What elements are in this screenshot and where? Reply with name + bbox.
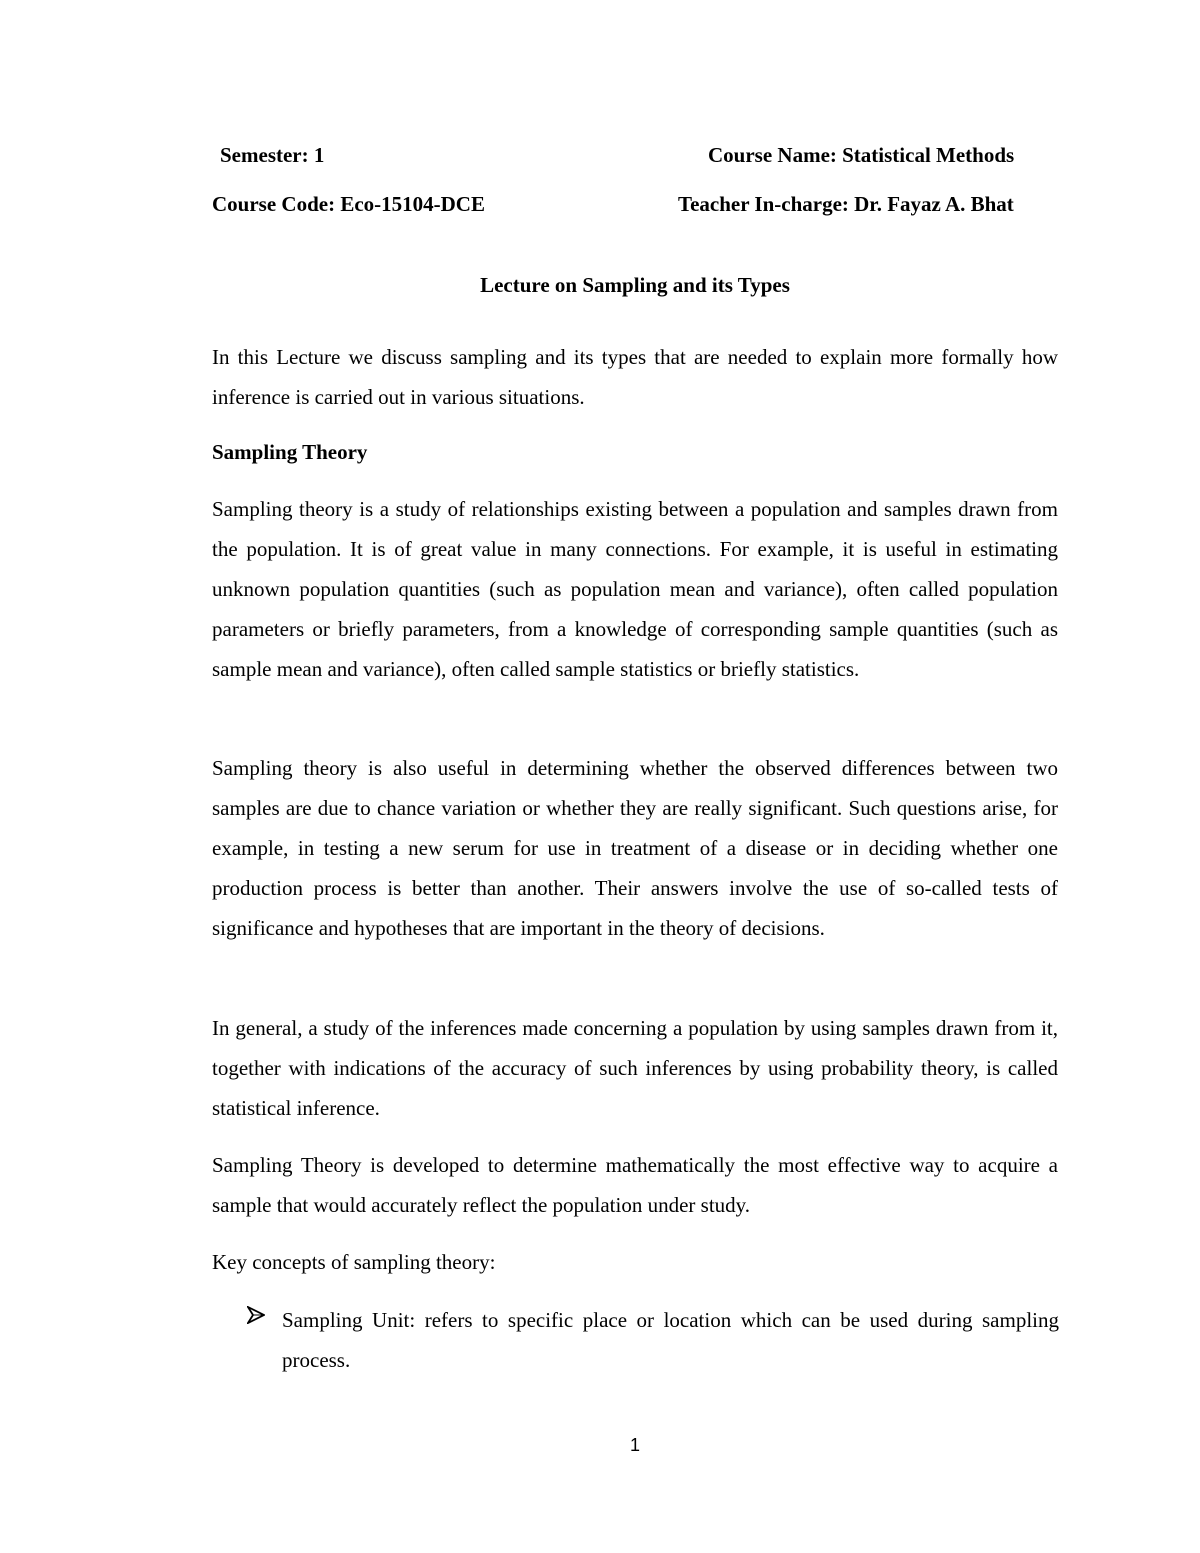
bullet-text: Sampling Unit: refers to specific place or location which can be used during sampling process.	[282, 1308, 1059, 1372]
course-name-label: Course Name: Statistical Methods	[708, 143, 1015, 167]
paragraph-statistical-inference: In general, a study of the inferences made concerning a population by using samples drawn from it, together with indications of the accuracy of such inferences by using probability theory, is called statistical inference.	[212, 1016, 1058, 1120]
course-code-label: Course Code: Eco-15104-DCE	[212, 192, 485, 216]
paragraph-sampling-theory-definition: Sampling theory is a study of relationships existing between a population and samples drawn from the population. It is of great value in many connections. For example, it is useful in estimating unknown population quantities (such as population mean and variance), often called population parameters or briefly parameters, from a knowledge of corresponding sample quantities (such as sample mean and variance), often called sample statistics or briefly statistics.	[212, 497, 1058, 681]
page-number: 1	[629, 1435, 640, 1455]
paragraph-significance: Sampling theory is also useful in determining whether the observed differences between two samples are due to chance variation or whether they are really significant. Such questions arise, for example, in testing a new serum for use in treatment of a disease or in deciding whether one production process is better than another. Their answers involve the use of so-called tests of significance and hypotheses that are important in the theory of decisions.	[212, 756, 1058, 940]
arrow-bullet-icon	[247, 1306, 265, 1324]
lecture-title: Lecture on Sampling and its Types	[480, 273, 790, 297]
paragraph-effective-sample: Sampling Theory is developed to determine mathematically the most effective way to acquire a sample that would accurately reflect the population under study.	[212, 1153, 1058, 1217]
paragraph-key-concepts: Key concepts of sampling theory:	[212, 1250, 496, 1274]
intro-paragraph: In this Lecture we discuss sampling and its types that are needed to explain more formally how inference is carried out in various situations.	[212, 345, 1058, 409]
section-heading: Sampling Theory	[212, 440, 368, 464]
semester-label: Semester: 1	[220, 143, 325, 167]
teacher-label: Teacher In-charge: Dr. Fayaz A. Bhat	[678, 192, 1014, 216]
